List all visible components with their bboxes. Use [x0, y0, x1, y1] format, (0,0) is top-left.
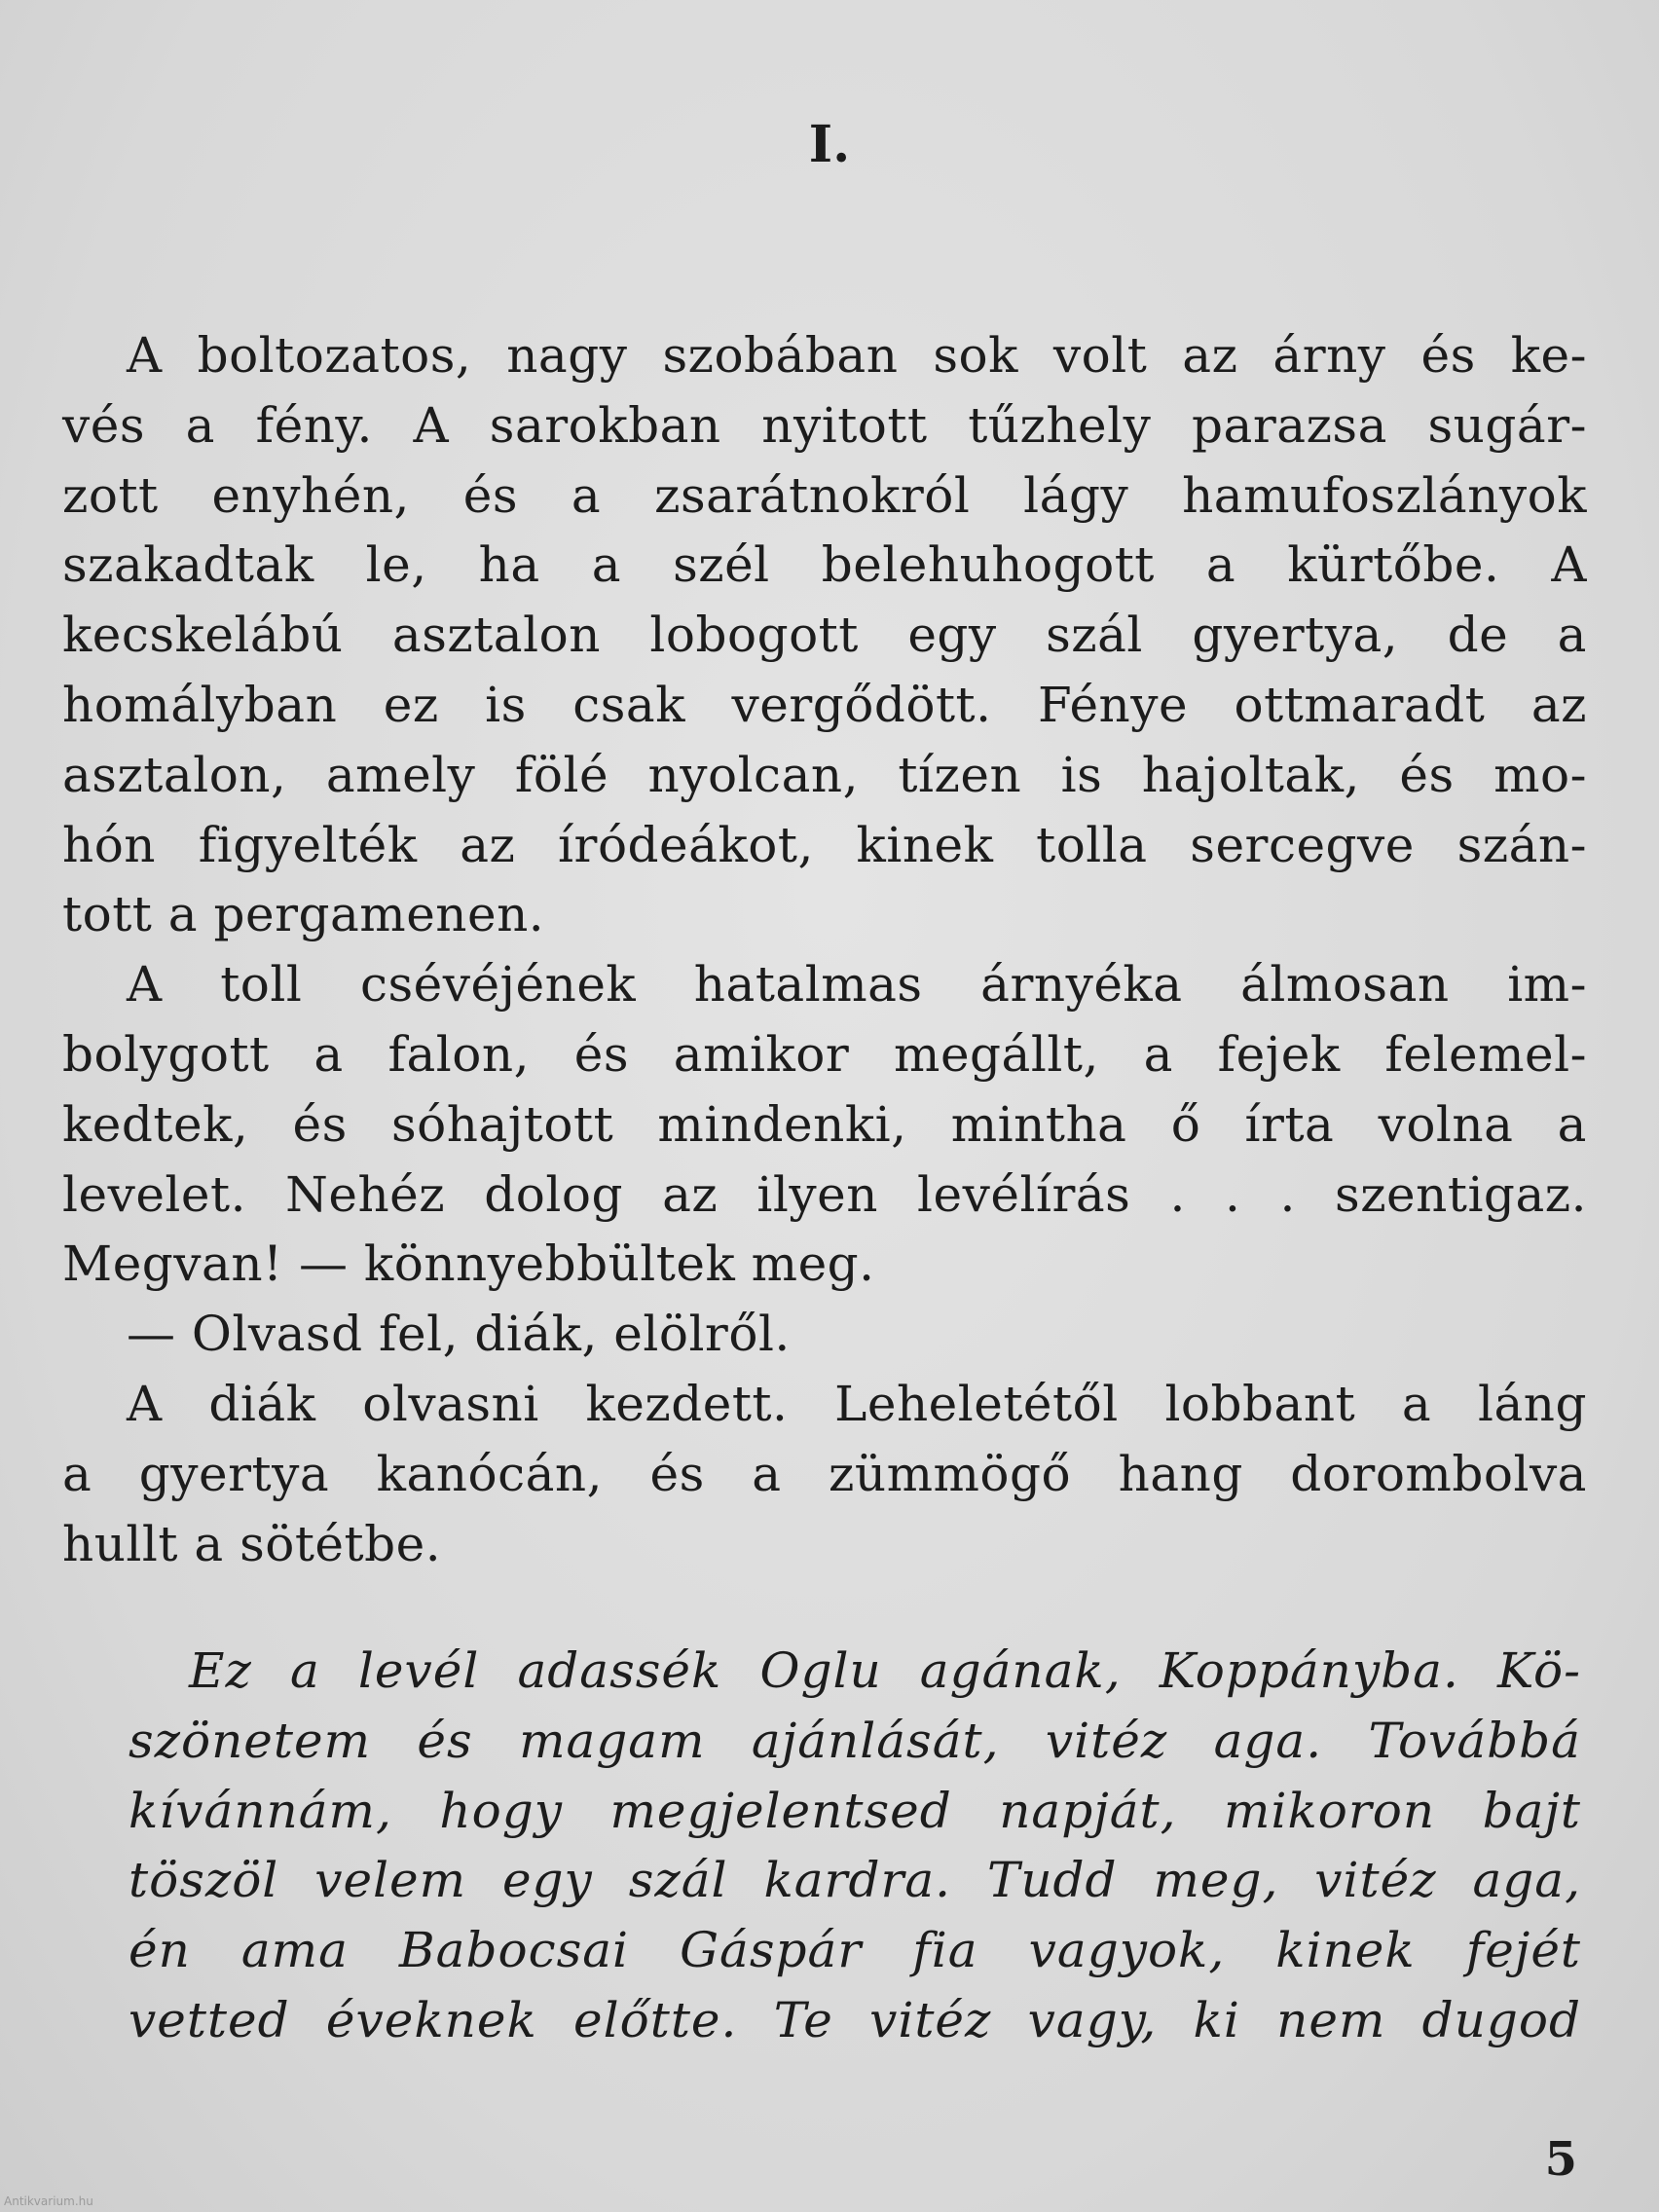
text-line: A boltozatos, nagy szobában sok volt az árny és ke- [127, 327, 1587, 384]
text-line: bolygott a falon, és amikor megállt, a fejek felemel- [62, 1025, 1587, 1083]
text-line: Megvan! — könnyebbültek meg. [62, 1235, 875, 1293]
letter-text [129, 1636, 1581, 2055]
text-line: levelet. Nehéz dolog az ilyen levélírás . . . szentigaz. [62, 1165, 1587, 1223]
text-line: kecskelábú asztalon lobogott egy szál gyertya, de a [62, 607, 1587, 664]
letter-line: vetted éveknek előtte. Te vitéz vagy, ki nem dugod [129, 1991, 1581, 2048]
body-text [62, 321, 1587, 1579]
text-line: homályban ez is csak vergődött. Fénye ottmaradt az [62, 676, 1587, 733]
text-line: kedtek, és sóhajtott mindenki, mintha ő írta volna a [62, 1095, 1587, 1153]
text-line: — Olvasd fel, diák, elölről. [127, 1306, 791, 1363]
text-line: vés a fény. A sarokban nyitott tűzhely parazsa sugár- [62, 396, 1587, 454]
text-line: hullt a sötétbe. [62, 1515, 442, 1572]
text-line: zott enyhén, és a zsarátnokról lágy hamufoszlányok [62, 466, 1587, 524]
text-line: asztalon, amely fölé nyolcan, tízen is hajoltak, és mo- [62, 746, 1587, 803]
letter-line: szönetem és magam ajánlását, vitéz aga. Továbbá [129, 1712, 1581, 1769]
page-number: 5 [1544, 2132, 1577, 2187]
letter-line: kívánnám, hogy megjelentsed napját, mikoron bajt [129, 1782, 1581, 1839]
text-line: A diák olvasni kezdett. Leheletétől lobbant a láng [127, 1375, 1587, 1432]
text-line: tott a pergamenen. [62, 886, 545, 943]
text-line: szakadtak le, ha a szél belehuhogott a kürtőbe. A [62, 536, 1587, 594]
chapter-heading: I. [808, 115, 851, 174]
letter-line: töszöl velem egy szál kardra. Tudd meg, vitéz aga, [129, 1852, 1581, 1909]
letter-line: Ez a levél adassék Oglu agának, Koppányba. Kö- [189, 1642, 1581, 1699]
watermark: Antikvarium.hu [4, 2194, 93, 2208]
text-line: a gyertya kanócán, és a zümmögő hang dorombolva [62, 1445, 1587, 1502]
text-line: hón figyelték az íródeákot, kinek tolla sercegve szán- [62, 816, 1587, 873]
text-line: A toll csévéjének hatalmas árnyéka álmosan im- [127, 956, 1587, 1014]
letter-line: én ama Babocsai Gáspár fia vagyok, kinek fejét [129, 1922, 1581, 1979]
